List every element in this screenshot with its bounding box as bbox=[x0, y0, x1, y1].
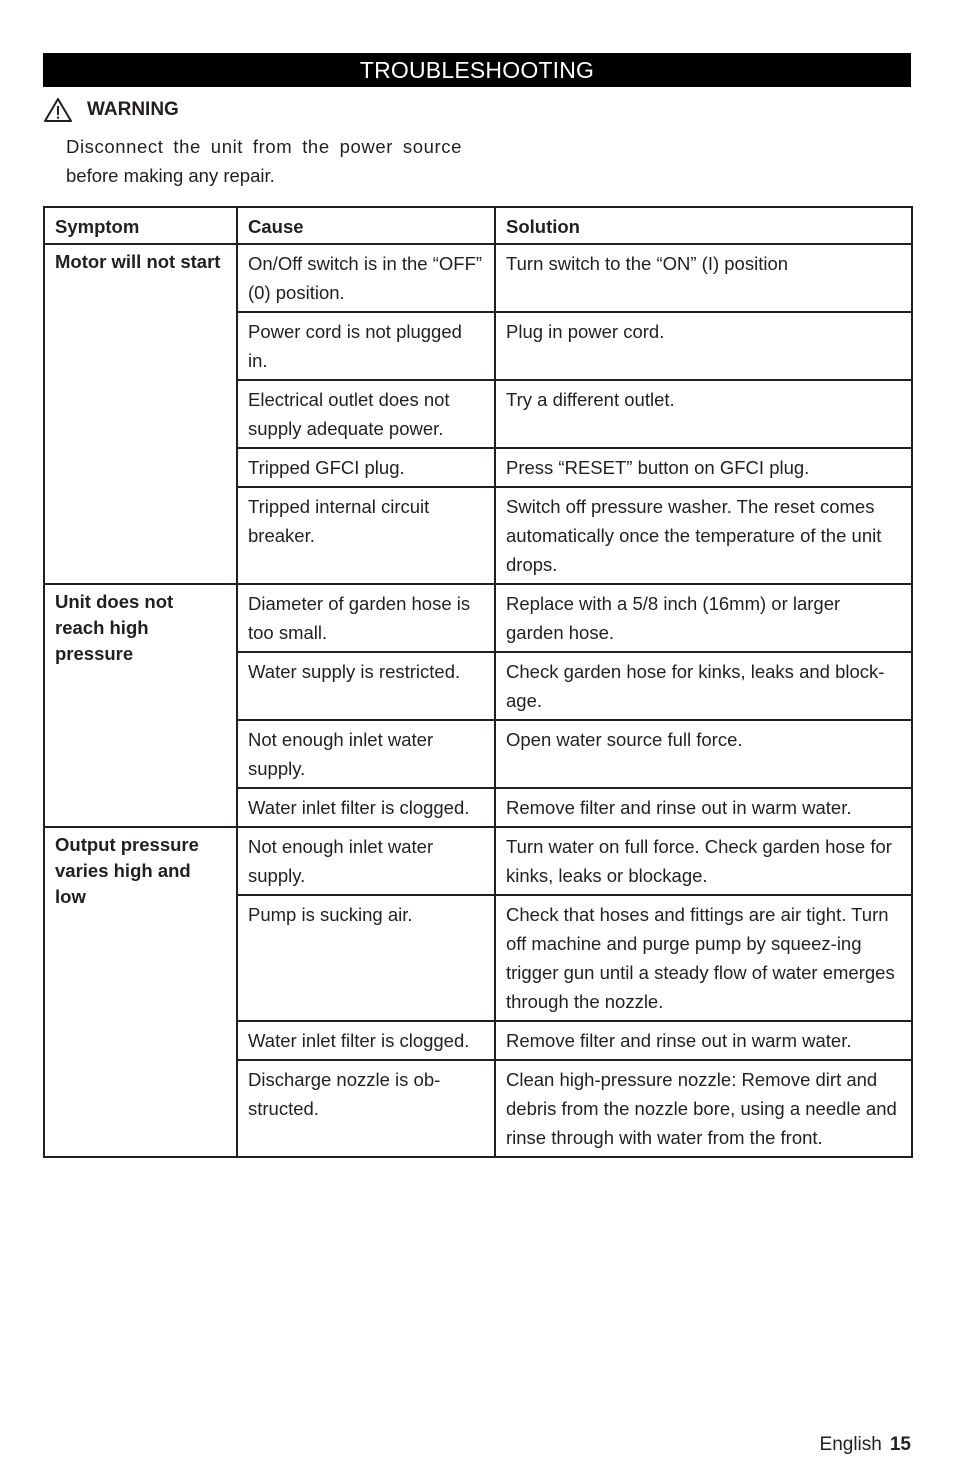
warning-text-line: Disconnect the unit from the power source bbox=[66, 136, 462, 157]
symptom-cell: Output pressure varies high and low bbox=[44, 827, 237, 1157]
table-header-row bbox=[44, 207, 912, 244]
solution-cell: Plug in power cord. bbox=[495, 312, 912, 380]
header-symptom: Symptom bbox=[44, 207, 237, 244]
solution-cell: Switch off pressure washer. The reset comes automatically once the temperature of the unit drops. bbox=[495, 487, 912, 584]
footer-language: English bbox=[819, 1434, 882, 1455]
solution-cell: Press “RESET” button on GFCI plug. bbox=[495, 448, 912, 487]
solution-cell: Remove filter and rinse out in warm water. bbox=[495, 788, 912, 827]
warning-text bbox=[66, 132, 462, 190]
table-row bbox=[44, 584, 912, 652]
solution-cell: Replace with a 5/8 inch (16mm) or larger garden hose. bbox=[495, 584, 912, 652]
cause-cell: Power cord is not plugged in. bbox=[237, 312, 495, 380]
table-row bbox=[44, 827, 912, 895]
warning-heading bbox=[43, 96, 179, 124]
cause-cell: Diameter of garden hose is too small. bbox=[237, 584, 495, 652]
solution-cell: Clean high-pressure nozzle: Remove dirt and debris from the nozzle bore, using a needle and rinse through with water from the front. bbox=[495, 1060, 912, 1157]
cause-cell: Pump is sucking air. bbox=[237, 895, 495, 1021]
cause-cell: Electrical outlet does not supply adequate power. bbox=[237, 380, 495, 448]
cause-cell: Water supply is restricted. bbox=[237, 652, 495, 720]
solution-cell: Try a different outlet. bbox=[495, 380, 912, 448]
solution-cell: Turn switch to the “ON” (I) position bbox=[495, 244, 912, 312]
page-title: TROUBLESHOOTING bbox=[43, 53, 911, 87]
page-footer bbox=[820, 1434, 911, 1456]
header-solution: Solution bbox=[495, 207, 912, 244]
symptom-cell: Unit does not reach high pressure bbox=[44, 584, 237, 827]
table-row bbox=[44, 244, 912, 312]
page-number: 15 bbox=[889, 1434, 911, 1455]
solution-cell: Turn water on full force. Check garden hose for kinks, leaks or blockage. bbox=[495, 827, 912, 895]
cause-cell: Not enough inlet water supply. bbox=[237, 827, 495, 895]
symptom-cell: Motor will not start bbox=[44, 244, 237, 584]
warning-text-line: before making any repair. bbox=[66, 165, 275, 186]
warning-label: WARNING bbox=[87, 99, 179, 120]
cause-cell: On/Off switch is in the “OFF” (0) position. bbox=[237, 244, 495, 312]
cause-cell: Water inlet filter is clogged. bbox=[237, 1021, 495, 1060]
warning-triangle-icon bbox=[43, 97, 73, 123]
solution-cell: Open water source full force. bbox=[495, 720, 912, 788]
solution-cell: Remove filter and rinse out in warm water. bbox=[495, 1021, 912, 1060]
cause-cell: Water inlet filter is clogged. bbox=[237, 788, 495, 827]
solution-cell: Check that hoses and fittings are air tight. Turn off machine and purge pump by squeez-ing trigger gun until a steady flow of water emerges through the nozzle. bbox=[495, 895, 912, 1021]
cause-cell: Discharge nozzle is ob-structed. bbox=[237, 1060, 495, 1157]
cause-cell: Not enough inlet water supply. bbox=[237, 720, 495, 788]
header-cause: Cause bbox=[237, 207, 495, 244]
cause-cell: Tripped GFCI plug. bbox=[237, 448, 495, 487]
solution-cell: Check garden hose for kinks, leaks and block-age. bbox=[495, 652, 912, 720]
troubleshooting-table bbox=[43, 206, 913, 1158]
cause-cell: Tripped internal circuit breaker. bbox=[237, 487, 495, 584]
